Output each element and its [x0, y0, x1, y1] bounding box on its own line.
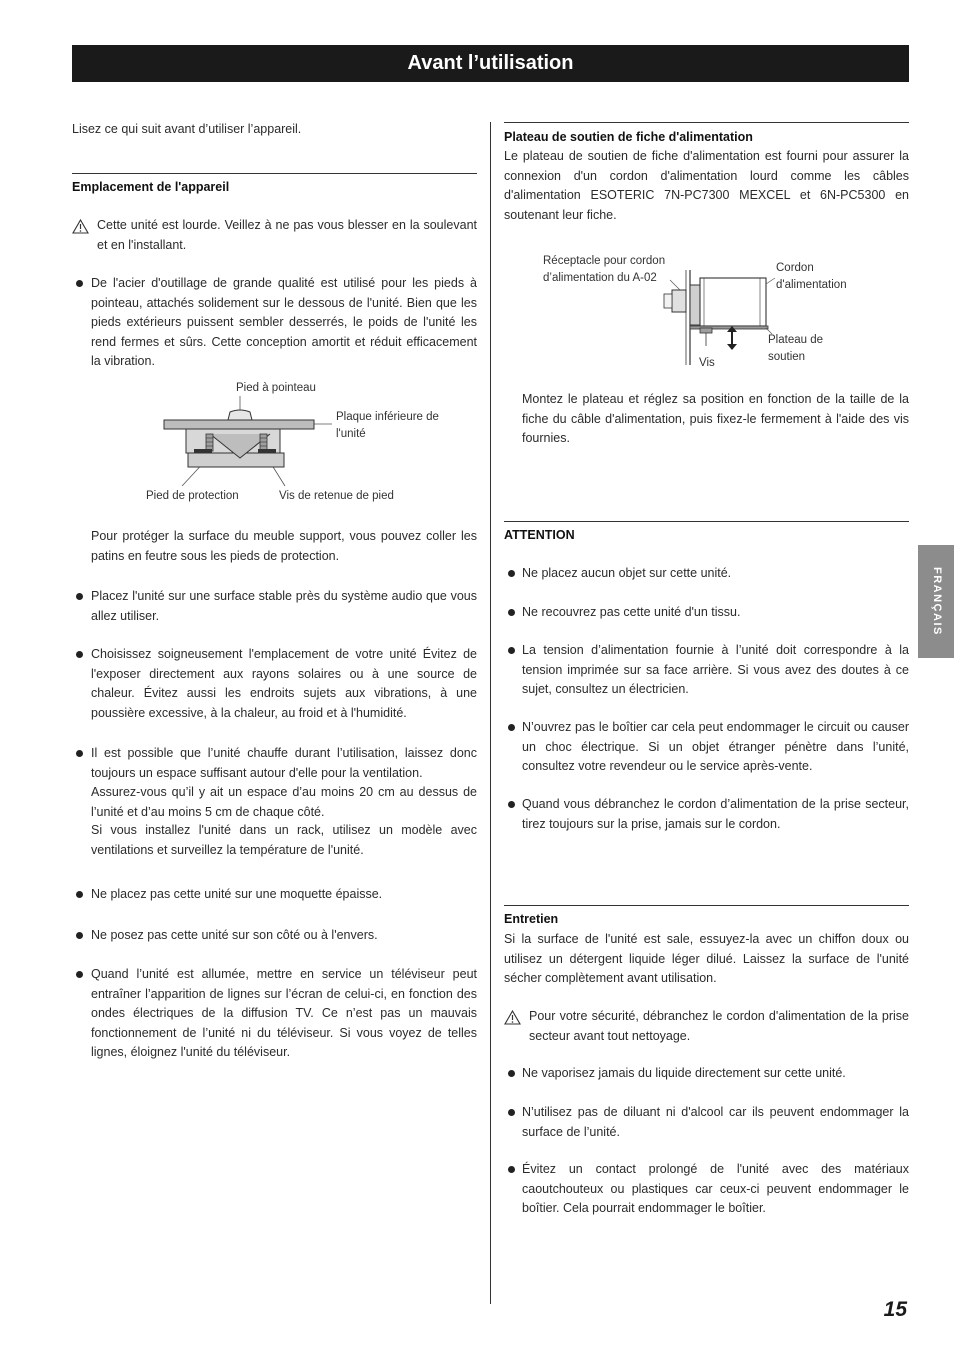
bullet-spikes: De l'acier d'outillage de grande qualité est utilisé pour les pieds à pointeau, attachés solidement sur le dessous de l'unité. Bien que les pieds extérieurs puissent sembler desserrés, le poids de l'unité les rend fermes et sûrs. Cette conception amortit et réduit efficacement la vibration.: [91, 276, 477, 368]
bullet-dot: [76, 280, 83, 287]
label-protection: Pied de protection: [146, 490, 239, 502]
label-receptacle: Réceptacle pour cordon d’alimentation du A-02: [543, 255, 666, 284]
page-number: 15: [883, 1298, 907, 1321]
maintenance-heading: Entretien: [504, 912, 559, 926]
bullet-location: Choisissez soigneusement l'emplacement de votre unité Évitez de l'exposer directement aux rayons solaires ou à une source de chaleur. Évitez aussi les endroits sujets aux vibrations, à une poussière excessive, à la chaleur, au froid et à l'humidité.: [91, 647, 477, 720]
bullet-dot: [76, 891, 83, 898]
plate-text: Le plateau de soutien de fiche d'alimentation est fourni pour assurer la connexion d'un cordon d'alimentation lourd comme les câbles d'alimentation ESOTERIC 7N-PC7300 MEXCEL et 6N-PC5300 en soutenant leur fiche.: [504, 149, 909, 222]
bullet-heat-1: Il est possible que l’unité chauffe durant l’utilisation, laissez donc toujours un espace suffisant autour d'elle pour la ventilation.: [91, 746, 477, 780]
attention-item-2: Ne recouvrez pas cette unité d'un tissu.: [522, 605, 741, 619]
bullet-stable: Placez l'unité sur une surface stable près du système audio que vous allez utiliser.: [91, 589, 477, 623]
label-screw-2: Vis: [699, 357, 715, 369]
bullet-tv: Quand l’unité est allumée, mettre en service un téléviseur peut entraîner l’apparition de lignes sur l’écran de celui-ci, en fonction des ondes électriques de la diffusion TV. Ce n’est pas un mauvais fonctionnement de l’unité ni du téléviseur. Si vous voyez de telles lignes, éloignez l'unité du téléviseur.: [91, 967, 477, 1059]
maintenance-item-1: Ne vaporisez jamais du liquide directement sur cette unité.: [522, 1066, 846, 1080]
attention-item-5: Quand vous débranchez le cordon d’alimentation de la prise secteur, tirez toujours sur la prise, jamais sur le cordon.: [522, 797, 909, 831]
section-rule: [504, 521, 909, 522]
plate-heading: Plateau de soutien de fiche d'alimentation: [504, 130, 753, 144]
label-tray-2: soutien: [768, 351, 806, 363]
label-spike: Pied à pointeau: [236, 382, 316, 394]
maintenance-text: Si la surface de l'unité est sale, essuyez-la avec un chiffon doux ou utilisez un détergent liquide léger dilué. Laissez la surface de l'unité sécher complètement avant utilisation.: [504, 932, 909, 985]
section-rule: [72, 173, 477, 174]
bullet-carpet: Ne placez pas cette unité sur une moquette épaisse.: [91, 887, 383, 901]
bullet-dot: [508, 570, 515, 577]
spike-foot-diagram: [160, 396, 335, 486]
plug-tray-diagram: [660, 250, 780, 370]
placement-heading: Emplacement de l'appareil: [72, 180, 230, 194]
bullet-dot: [508, 801, 515, 808]
language-tab-label: FRANÇAIS: [930, 567, 943, 636]
bullet-dot: [508, 1070, 515, 1077]
bullet-dot: [76, 971, 83, 978]
warning-heavy-text: Cette unité est lourde. Veillez à ne pas vous blesser en la soulevant et en l'installant.: [97, 218, 477, 252]
label-cord-1: Cordon: [776, 262, 814, 274]
section-rule: [504, 905, 909, 906]
maintenance-warning: Pour votre sécurité, débranchez le cordon d'alimentation de la prise secteur avant tout nettoyage.: [529, 1009, 909, 1043]
maintenance-item-2: N’utilisez pas de diluant ni d'alcool car ils peuvent endommager la surface de l’unité.: [522, 1105, 909, 1139]
warning-icon: [72, 219, 89, 234]
language-tab: [918, 545, 954, 658]
label-screw: Vis de retenue de pied: [279, 490, 394, 502]
bullet-heat-3: Si vous installez l'unité dans un rack, utilisez un modèle avec ventilations et surveillez la température de l'unité.: [91, 823, 477, 857]
bullet-dot: [508, 724, 515, 731]
label-cord-2: d'alimentation: [776, 279, 847, 291]
bullet-dot: [508, 647, 515, 654]
bullet-dot: [508, 609, 515, 616]
bullet-dot: [508, 1109, 515, 1116]
label-plate: Plaque inférieure de l'unité: [336, 411, 439, 440]
attention-item-3: La tension d’alimentation fournie à l’unité doit correspondre à la tension imprimée sur sa face arrière. Si vous avez des doutes à ce sujet, consultez un électricien.: [522, 643, 909, 696]
bullet-dot: [76, 593, 83, 600]
felt-note: Pour protéger la surface du meuble support, vous pouvez coller les patins en feutre sous les pieds de protection.: [91, 529, 477, 563]
bullet-dot: [76, 750, 83, 757]
bullet-side: Ne posez pas cette unité sur son côté ou à l'envers.: [91, 928, 378, 942]
bullet-heat-2: Assurez-vous qu’il y ait un espace d’au moins 20 cm au dessus de l’unité et d’au moins 5 cm de chaque côté.: [91, 785, 477, 819]
intro-text: Lisez ce qui suit avant d’utiliser l’appareil.: [72, 122, 302, 136]
maintenance-item-3: Évitez un contact prolongé de l'unité avec des matériaux caoutchouteux ou plastiques car ceux-ci peuvent endommager le boîtier. Cela pourrait endommager le boîtier.: [522, 1162, 909, 1215]
attention-heading: ATTENTION: [504, 528, 575, 542]
page-title: Avant l’utilisation: [72, 45, 909, 82]
bullet-dot: [508, 1166, 515, 1173]
column-divider: [490, 122, 491, 1304]
label-tray-1: Plateau de: [768, 334, 823, 346]
bullet-dot: [76, 932, 83, 939]
mount-text: Montez le plateau et réglez sa position en fonction de la taille de la fiche du câble d'alimentation, puis fixez-le fermement à l'aide des vis fournies.: [522, 392, 909, 445]
attention-item-1: Ne placez aucun objet sur cette unité.: [522, 566, 732, 580]
bullet-dot: [76, 651, 83, 658]
warning-icon: [504, 1010, 521, 1025]
attention-item-4: N’ouvrez pas le boîtier car cela peut endommager le circuit ou causer un choc électrique. Si un objet étranger pénètre dans l’unité, consultez votre revendeur ou le service après-vente.: [522, 720, 909, 773]
section-rule: [504, 122, 909, 123]
